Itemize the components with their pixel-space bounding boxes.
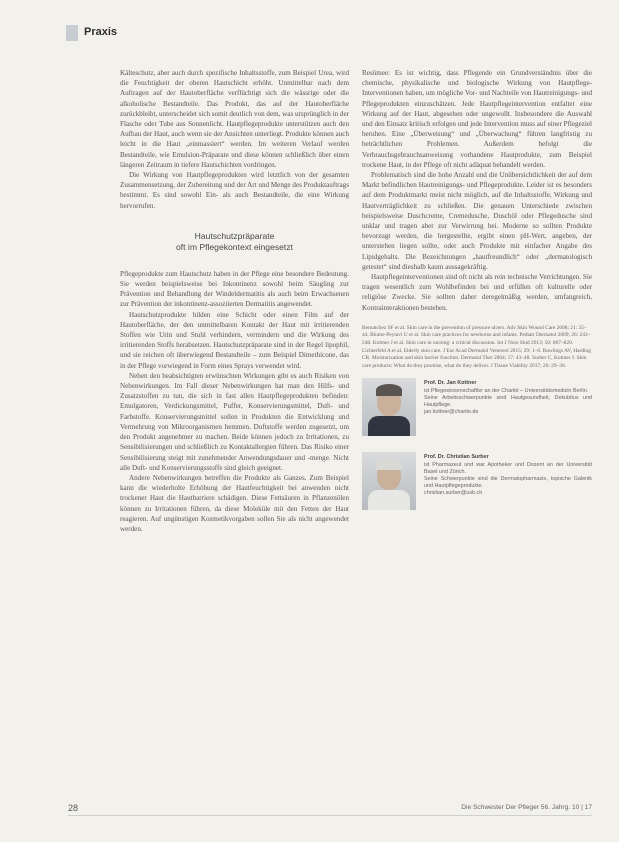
author-photo [362,452,416,510]
author-bio [424,454,592,497]
author-affiliation: ist Pharmazeut und war Apotheker und Dozent an der Universität Basel und Zürich. [424,461,592,475]
author-box [362,378,592,444]
body-paragraph: Hautpflegeinterventionen sind oft nicht als rein technische Verrichtungen. Sie tragen wesentlich zum Wohlbefinden bei und erfüllen oft kulturelle oder religiöse Zwecke. Sie sollten daher deregelmäßig werden, umfangreich, Kontrainteraktionen bestehen. [362,273,592,312]
subheading-line: oft im Pflegekontext eingesetzt [175,241,294,252]
body-paragraph: Die Wirkung von Hautpflegeprodukten wird letztlich von der gesamten Zusammensetzung, der Zubereitung und der Art und Menge des Produktauftrags bestimmt. Es sind sowohl Ein- als auch Bestandteile, die eine Wirkung hervorrufen. [120,171,349,210]
author-email: jan.kottner@charite.de [424,409,479,416]
author-name: Prof. Dr. Jan Kottner [424,380,477,387]
right-column [362,68,592,518]
body-paragraph: Problematisch sind die hohe Anzahl und die Unübersichtlichkeit der auf dem Markt befindlichen Hautreinigungs- und Pflegeprodukte. Leider ist es besonders auf dem Produktmarkt meist nicht möglich, auf die Inhaltsstoffe, Wirkung und Hautverträglichkeit zu schließen. Die genauen Unterschiede zwischen beispielsweise Duschcreme, Cremedusche, Duschöl oder Pflegedusche sind unklar und tragen aber zur Verwirrung bei. Moderne so sollten Produkte bevorzugt werden, die hergestellte, ergibt einen pH-Wert, angeben, der unterstehen liegen sollte, oder auch Produkte mit einfacher Angabe des Lipidgehalts. Die Bezeichnungen „hautfreundlich“ oder „dermatologisch getestet“ sind dieshalb kaum aussagekräftig. [362,171,592,271]
author-box [362,452,592,518]
body-paragraph: Andere Nebenwirkungen betreffen die Produkte als Ganzes. Zum Beispiel kann die wiederholte Erhöhung der Hautfeuchtigkeit bei anwenden nicht trockener Haut die Hautbarriere schädigen. Diese Fettsäuren in Pflanzenölen können zu Irritationen führen, da diese Moleküle mit den Fetten der Haut reagieren. Auf ungünstigen Kosmetikvorgaben sollen Sie als nicht angewendet werden. [120,473,349,533]
body-paragraph: Resümee: Es ist wichtig, dass Pflegende ein Grundverständnis über die chemische, physikalische und biologische Wirkung von Hautpflege-Interventionen haben, um mögliche Vor- und Nachteile von Hautreinigungs- und Pflegeprodukten einzuschätzen. Jede Hautpflegeintervention entfaltet eine Wirkung auf der Haut, abgesehen oder ungewollt. Insbesondere die Auswahl und den Einsatz kritisch erfolgen und jede Intervention muss auf einer Pflegeziel beruhen. Eine „Überweisung“ und „Überwachung“ führen langfristig zu beträchtlichen Problemen. Außerdem befolgt die Verbrauchsgebrauchsanweisung vorhandene Hautprodukte, zum Beispiel trockene Haut, in der Pflege oft nicht adäquat behandelt werden. [362,69,592,169]
reference-list: Bernatchez SF et al. Skin care in the prevention of pressure ulcers. Adv Skin Wound Care 2008; 21: 35–44. Blume-Peytavi U et al. Skin care practices for newborns and infants. Pediatr Dermatol 2009; 26: 243–248. Kottner J et al. Skin care in nursing: a critical discussion. Int J Nurs Stud 2013; 50: 807–820. Lichterfeld A et al. Elderly skin care. J Eur Acad Dermatol Venereol 2015; 29: 1–6. Rawlings AV, Harding CR. Moisturization and skin barrier function. Dermatol Ther 2004; 17: 43–48. Surber C, Kottner J. Skin care products: What do they promise, what do they deliver. J Tissue Viability 2017; 26: 29–36. [362,324,591,369]
body-paragraph: Neben den beabsichtigten erwünschten Wirkungen gibt es auch Risiken von Nebenwirkungen. Im Fall dieser Nebenwirkungen hat man den Hilfs- und Zusatzstoffen zu tun, die sich in fast allen Hautpflegeprodukten befinden: Emulgatoren, Verdickungsmittel, Puffer, Konservierungsmittel, Duft- und Farbstoffe. Konservierungsmittel sollen in Produkten die Entwicklung und Vermehrung von Mikroorganismen hemmen. Duftstoffe werden zugesetzt, um den Produkt angenehmer zu machen. Beide können jedoch zu Irritationen, zu Sensibilisierungen und schließlich zu Kontaktallergien führen. Das Risiko einer Sensibilisierung steigt mit zunehmender Anwendungsdauer und -menge. Nicht alle Duft- und Konservierungsstoffe sind gleich geeignet. [120,371,349,472]
subheading [120,231,349,253]
body-paragraph: Kälteschutz, aber auch durch spezifische Inhaltsstoffe, zum Beispiel Urea, wird die Feuchtigkeit der oberen Hautschicht erhöht. Unmittelbar nach dem Auftragen auf der Hautoberfläche verflüchtigt sich die wässrige oder die alkoholische Bestandteile. Das Produkt, das auf der Hautoberfläche zurückbleibt, unterscheidet sich somit deutlich von dem, was ursprünglich in der Flasche oder Tube aus Sonnenlicht. Hautpflegeprodukte unterstützen auch den Aufbau der Haut, auch wenn sie der Ansichten unterliegt. Produkte können auch leicht in die Haut „einmassiert“ werden. Im weiteren Verlauf werden Bestandteile, wie Emulsion-Präparate und diese können schließlich über einen längeren Zeitraum in tiefere Hautschichten vordringen. [120,69,349,169]
author-photo [362,378,416,436]
page-number: 28 [68,803,79,813]
author-email: christian.surber@usb.ch [424,490,483,497]
author-name: Prof. Dr. Christian Surber [424,454,489,461]
body-paragraph: Hautschutzprodukte bilden eine Schicht oder einen Film auf der Hautoberfläche, der den unmittelbaren Kontakt der Haut mit irritierenden Stoffen wie Urin und Stuhl verhindern, vermindern und die Wirkung des irritierenden Stoffs herabsetzen. Hautschutzpräparate sind in der Regel lipophil, und sie reichen oft überwiegend Bestandteile – zum Beispiel Dimethicone, das in der Pflege vorwiegend in Form eines Sprays verwendet wird. [120,310,349,370]
footer-divider [68,815,592,816]
section-marker [66,25,78,41]
author-affiliation: ist Pflegewissenschaftler an der Charité – Universitätsmedizin Berlin. [424,387,589,394]
body-paragraph: Pflegeprodukte zum Hautschutz haben in der Pflege eine besondere Bedeutung. Sie werden beispielsweise bei Inkontinenz sowohl beim Säugling zur Prävention und Behandlung der Windeldermatitis als auch beim Erwachsenen zur Prävention der inkontinenz-assoziierten Dermatitis angewendet. [120,269,349,309]
section-title: Praxis [84,26,118,38]
subheading-line: Hautschutzpräparate [194,230,275,241]
author-text: Seine Arbeitsschwerpunkte sind Hautgesundheit, Dekubitus und Hautpflege. [424,394,592,409]
left-column [120,68,349,534]
author-bio [424,380,592,416]
author-text: Seine Schwerpunkte sind die Dermatopharmazie, topische Galenik und Hautpflegeprodukte. [424,476,592,490]
publication-footer: Die Schwester Der Pfleger 56. Jahrg. 10 | 17 [461,804,592,811]
